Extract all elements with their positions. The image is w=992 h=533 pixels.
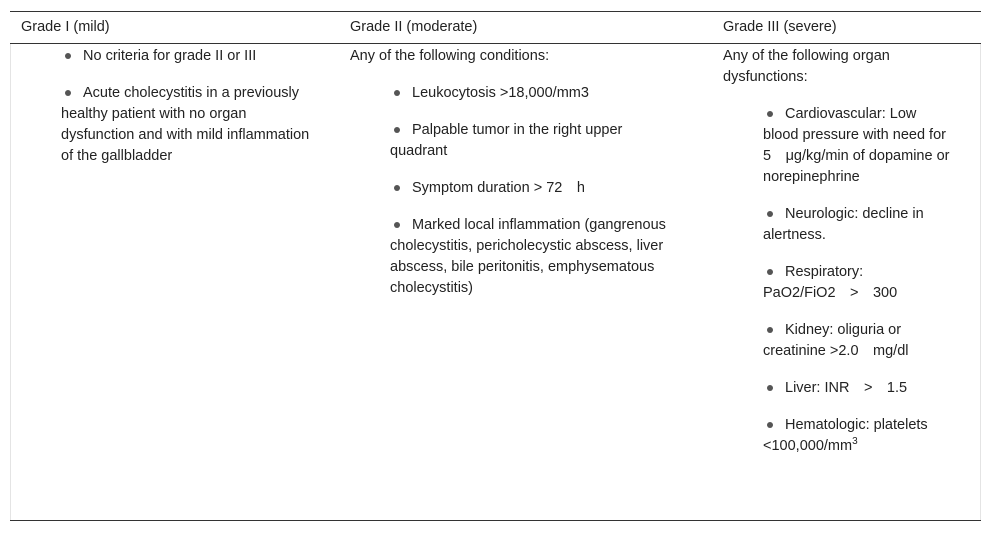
list-item: Palpable tumor in the right upper quadrant	[390, 122, 623, 159]
grade-3-cell	[723, 46, 968, 473]
list-item: No criteria for grade II or III	[61, 46, 311, 67]
list-item: Acute cholecystitis in a previously healthy patient with no organ dysfunction and with mild inflammation of the gallbladder	[61, 85, 310, 164]
list-item: Neurologic: decline in alertness.	[763, 206, 924, 243]
bullet-icon	[394, 90, 400, 96]
bullet-icon	[767, 111, 773, 117]
grade-3-list	[763, 104, 953, 457]
bullet-icon	[767, 327, 773, 333]
header-grade-3: Grade III (severe)	[723, 19, 837, 35]
bullet-icon	[767, 422, 773, 428]
list-item: Leukocytosis >18,000/mm3	[390, 83, 670, 104]
list-item: Kidney: oliguria or creatinine >2.0 mg/dl	[763, 322, 909, 359]
table-header-row	[10, 12, 981, 44]
header-grade-1: Grade I (mild)	[21, 19, 110, 35]
bullet-icon	[394, 127, 400, 133]
bullet-icon	[65, 90, 71, 96]
bullet-icon	[65, 53, 71, 59]
list-item: Liver: INR > 1.5	[763, 378, 953, 399]
grade-1-cell	[61, 46, 311, 183]
bullet-icon	[394, 222, 400, 228]
list-item: Symptom duration > 72 h	[390, 178, 670, 199]
list-item: Marked local inflammation (gangrenous cholecystitis, pericholecystic abscess, liver abscess, bile peritonitis, emphysematous cholecystitis)	[390, 217, 666, 296]
bullet-icon	[767, 211, 773, 217]
grade-2-list	[390, 83, 670, 299]
grade-3-intro: Any of the following organ dysfunctions:	[723, 48, 890, 85]
list-item: Hematologic: platelets $<100,000/mm^3$	[763, 417, 928, 454]
bullet-icon	[767, 269, 773, 275]
criteria-table	[10, 11, 981, 521]
table-body-row	[10, 44, 981, 520]
list-item: Cardiovascular: Low blood pressure with need for 5 μg/kg/min of dopamine or norepinephrine	[763, 106, 950, 185]
bullet-icon	[767, 385, 773, 391]
superscript: 3	[852, 436, 858, 447]
grade-2-cell	[350, 46, 690, 315]
grade-1-list	[61, 46, 311, 167]
grade-2-intro: Any of the following conditions:	[350, 48, 550, 64]
header-grade-2: Grade II (moderate)	[350, 19, 478, 35]
bullet-icon	[394, 185, 400, 191]
list-item: Respiratory: PaO2/FiO2 > 300	[763, 264, 898, 301]
